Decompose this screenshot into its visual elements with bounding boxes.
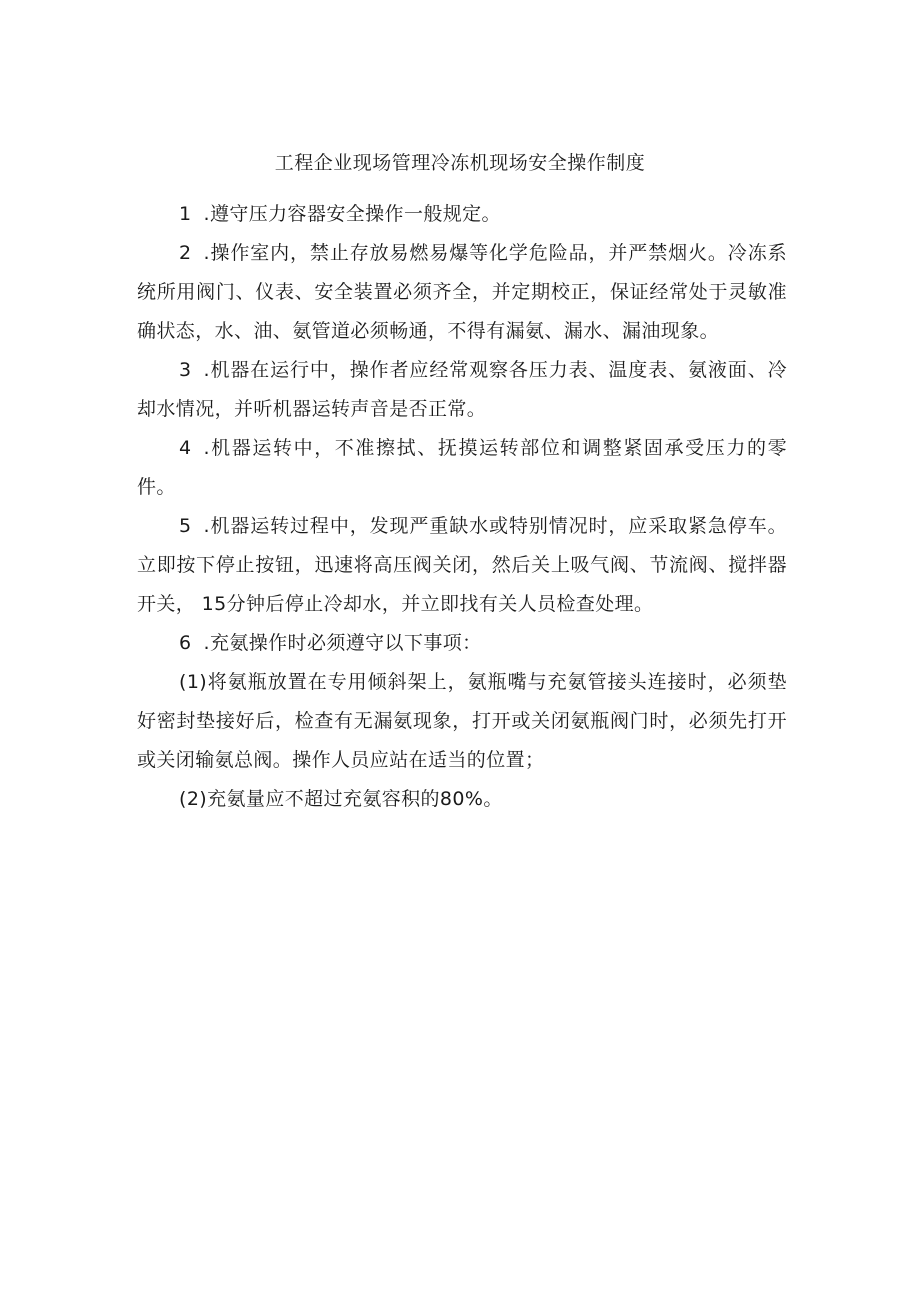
- paragraph-text: .充氨操作时必须遵守以下事项：: [203, 632, 482, 654]
- paragraph-number: 2: [179, 242, 192, 264]
- sub-item-text: (1)将氨瓶放置在专用倾斜架上，氨瓶嘴与充氨管接头连接时，必须垫好密封垫接好后，检查有无漏氨现象，打开或关闭氨瓶阀门时，必须先打开或关闭输氨总阀。操作人员应站在适当的位置；: [137, 671, 787, 771]
- paragraph-1: [137, 195, 787, 234]
- document-title: 工程企业现场管理冷冻机现场安全操作制度: [274, 152, 646, 174]
- paragraph-number: 4: [179, 437, 192, 459]
- paragraph-6: [137, 624, 787, 663]
- paragraph-5: [137, 507, 787, 624]
- paragraph-text: .机器运转过程中，发现严重缺水或特别情况时，应采取紧急停车。立即按下停止按钮，迅速将高压阀关闭，然后关上吸气阀、节流阀、搅拌器开关， 15分钟后停止冷却水，并立即找有关人员检查处理。: [137, 515, 787, 615]
- sub-item-1: [137, 663, 787, 780]
- sub-item-2: [137, 780, 787, 819]
- sub-item-text: (2)充氨量应不超过充氨容积的80%。: [179, 788, 503, 810]
- paragraph-number: 1: [179, 203, 192, 225]
- paragraph-text: .操作室内，禁止存放易燃易爆等化学危险品，并严禁烟火。冷冻系统所用阀门、仪表、安全装置必须齐全，并定期校正，保证经常处于灵敏准确状态，水、油、氨管道必须畅通，不得有漏氨、漏水、漏油现象。: [137, 242, 787, 342]
- paragraph-text: .机器在运行中，操作者应经常观察各压力表、温度表、氨液面、冷却水情况，并听机器运转声音是否正常。: [137, 359, 787, 420]
- paragraph-2: [137, 234, 787, 351]
- paragraph-text: .遵守压力容器安全操作一般规定。: [203, 203, 501, 225]
- document-body: [137, 195, 787, 819]
- paragraph-number: 6: [179, 632, 192, 654]
- paragraph-text: .机器运转中，不准擦拭、抚摸运转部位和调整紧固承受压力的零件。: [137, 437, 787, 498]
- paragraph-4: [137, 429, 787, 507]
- paragraph-number: 3: [179, 359, 192, 381]
- paragraph-3: [137, 351, 787, 429]
- paragraph-number: 5: [179, 515, 192, 537]
